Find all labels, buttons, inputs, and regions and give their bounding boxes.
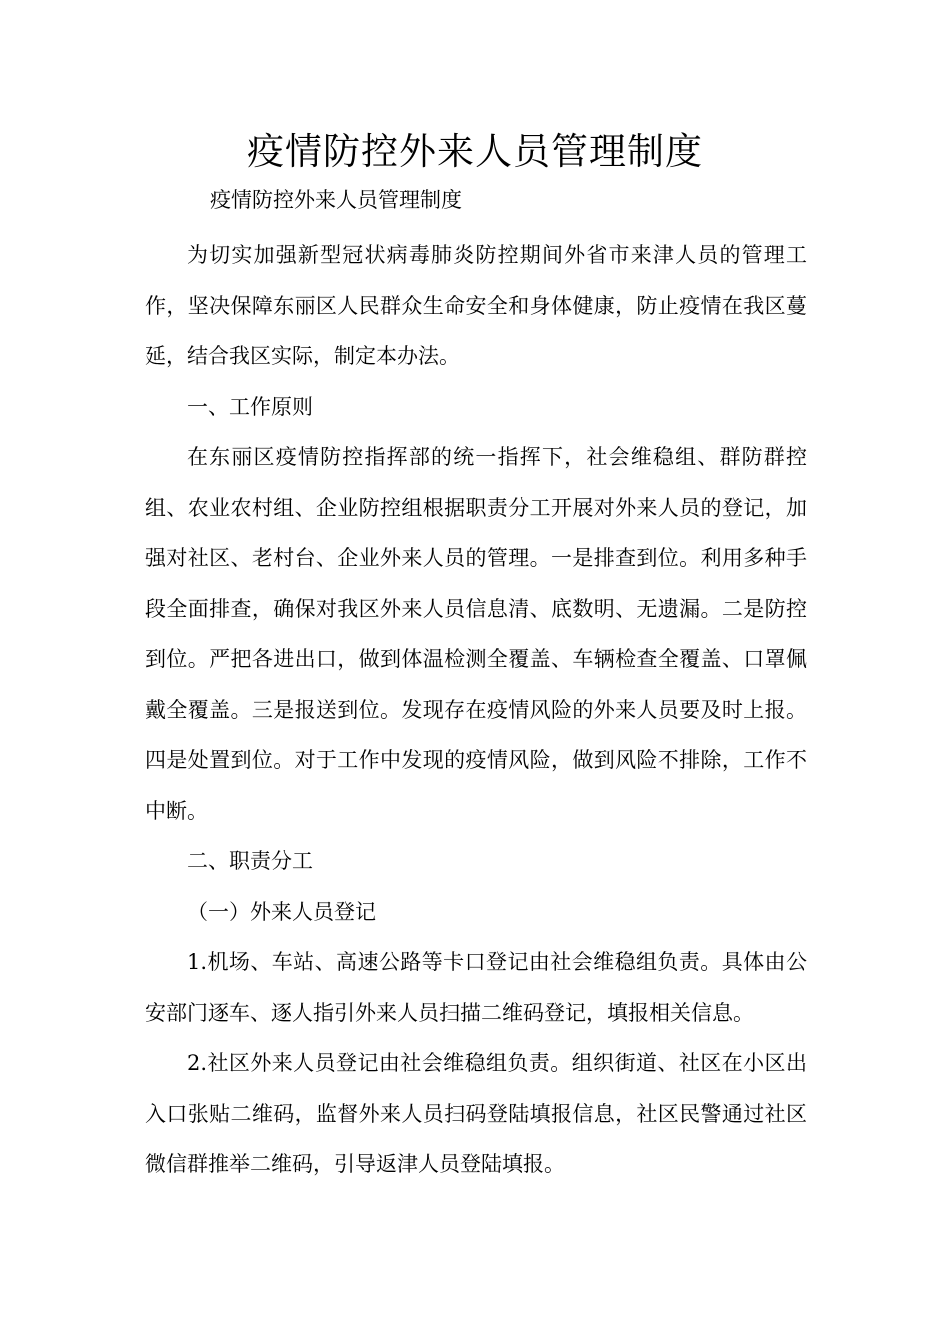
- principles-paragraph: 在东丽区疫情防控指挥部的统一指挥下，社会维稳组、群防群控组、农业农村组、企业防控组根据职责分工开展对外来人员的登记，加强对社区、老村台、企业外来人员的管理。一是排查到位。利用多种手段全面排查，确保对我区外来人员信息清、底数明、无遗漏。二是防控到位。严把各进出口，做到体温检测全覆盖、车辆检查全覆盖、口罩佩戴全覆盖。三是报送到位。发现存在疫情风险的外来人员要及时上报。四是处置到位。对于工作中发现的疫情风险，做到风险不排除，工作不中断。: [145, 445, 807, 823]
- document-title: 疫情防控外来人员管理制度: [247, 130, 703, 173]
- registration-item-2: 2.社区外来人员登记由社会维稳组负责。组织街道、社区在小区出入口张贴二维码，监督外来人员扫码登陆填报信息，社区民警通过社区微信群推举二维码，引导返津人员登陆填报。: [145, 1051, 807, 1176]
- section-heading-principles: 一、工作原则: [187, 394, 313, 419]
- document-body: [145, 230, 807, 1190]
- intro-paragraph: 为切实加强新型冠状病毒肺炎防控期间外省市来津人员的管理工作，坚决保障东丽区人民群众生命安全和身体健康，防止疫情在我区蔓延，结合我区实际，制定本办法。: [145, 243, 807, 368]
- document-subtitle: 疫情防控外来人员管理制度: [210, 188, 462, 212]
- subsection-heading-registration: （一）外来人员登记: [187, 899, 376, 924]
- section-heading-duties: 二、职责分工: [187, 849, 313, 873]
- registration-item-1: 1.机场、车站、高速公路等卡口登记由社会维稳组负责。具体由公安部门逐车、逐人指引外来人员扫描二维码登记，填报相关信息。: [145, 950, 807, 1025]
